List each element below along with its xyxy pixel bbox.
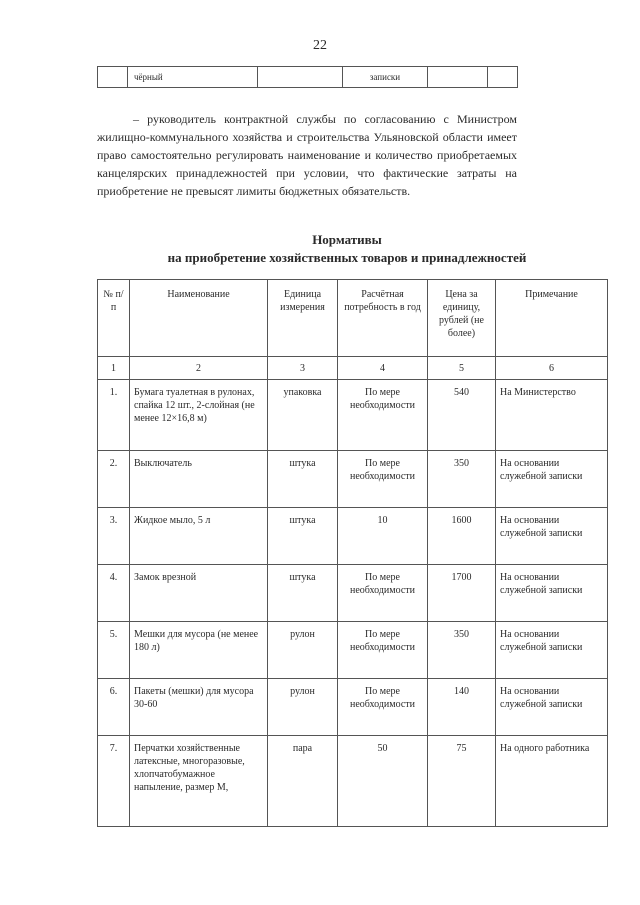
section-heading bbox=[97, 231, 597, 267]
table-row bbox=[98, 679, 608, 736]
item-unit: пара bbox=[268, 736, 338, 827]
column-number: 2 bbox=[130, 357, 268, 380]
table-row bbox=[98, 736, 608, 827]
item-name: Перчатки хозяйственные латексные, многоразовые, хлопчатобумажное напыление, размер М, bbox=[130, 736, 268, 827]
item-note: На основании служебной записки bbox=[496, 451, 608, 508]
header-unit: Единица измерения bbox=[268, 280, 338, 357]
table-cell bbox=[258, 67, 343, 88]
table-header-row bbox=[98, 280, 608, 357]
item-note: На основании служебной записки bbox=[496, 508, 608, 565]
table-row bbox=[98, 380, 608, 451]
page-number: 22 bbox=[313, 38, 327, 53]
row-number: 1. bbox=[98, 380, 130, 451]
row-number: 6. bbox=[98, 679, 130, 736]
item-unit: рулон bbox=[268, 622, 338, 679]
table-row bbox=[98, 451, 608, 508]
item-note: На одного работника bbox=[496, 736, 608, 827]
item-name: Мешки для мусора (не менее 180 л) bbox=[130, 622, 268, 679]
item-unit: штука bbox=[268, 508, 338, 565]
header-note: Примечание bbox=[496, 280, 608, 357]
item-name: Замок врезной bbox=[130, 565, 268, 622]
item-name: Выключатель bbox=[130, 451, 268, 508]
item-note: На основании служебной записки bbox=[496, 622, 608, 679]
item-price: 140 bbox=[428, 679, 496, 736]
table-cell bbox=[488, 67, 518, 88]
item-price: 540 bbox=[428, 380, 496, 451]
item-quantity: По мере необходимости bbox=[338, 451, 428, 508]
item-quantity: По мере необходимости bbox=[338, 380, 428, 451]
item-price: 350 bbox=[428, 622, 496, 679]
item-price: 75 bbox=[428, 736, 496, 827]
item-note: На основании служебной записки bbox=[496, 679, 608, 736]
table-cell bbox=[98, 67, 128, 88]
header-price: Цена за единицу, рублей (не более) bbox=[428, 280, 496, 357]
row-number: 5. bbox=[98, 622, 130, 679]
item-name: Жидкое мыло, 5 л bbox=[130, 508, 268, 565]
column-number: 1 bbox=[98, 357, 130, 380]
column-number-row bbox=[98, 357, 608, 380]
table-row bbox=[98, 565, 608, 622]
continued-table-fragment bbox=[97, 66, 518, 88]
item-quantity: По мере необходимости bbox=[338, 679, 428, 736]
header-name: Наименование bbox=[130, 280, 268, 357]
row-number: 7. bbox=[98, 736, 130, 827]
row-number: 2. bbox=[98, 451, 130, 508]
item-quantity: 10 bbox=[338, 508, 428, 565]
item-quantity: По мере необходимости bbox=[338, 565, 428, 622]
item-unit: упаковка bbox=[268, 380, 338, 451]
table-row bbox=[98, 67, 518, 88]
item-quantity: 50 bbox=[338, 736, 428, 827]
item-price: 1700 bbox=[428, 565, 496, 622]
item-price: 1600 bbox=[428, 508, 496, 565]
item-note: На основании служебной записки bbox=[496, 565, 608, 622]
row-number: 3. bbox=[98, 508, 130, 565]
header-quantity: Расчётная потребность в год bbox=[338, 280, 428, 357]
column-number: 4 bbox=[338, 357, 428, 380]
heading-subtitle: на приобретение хозяйственных товаров и принадлежностей bbox=[167, 250, 527, 265]
column-number: 6 bbox=[496, 357, 608, 380]
table-row bbox=[98, 508, 608, 565]
norms-table bbox=[97, 279, 608, 827]
row-number: 4. bbox=[98, 565, 130, 622]
table-cell bbox=[428, 67, 488, 88]
item-name: Пакеты (мешки) для мусора 30-60 bbox=[130, 679, 268, 736]
item-note: На Министерство bbox=[496, 380, 608, 451]
header-number: № п/п bbox=[98, 280, 130, 357]
item-name: Бумага туалетная в рулонах, спайка 12 шт., 2-слойная (не менее 12×16,8 м) bbox=[130, 380, 268, 451]
heading-title: Нормативы bbox=[312, 232, 382, 247]
item-unit: штука bbox=[268, 565, 338, 622]
item-quantity: По мере необходимости bbox=[338, 622, 428, 679]
column-number: 5 bbox=[428, 357, 496, 380]
table-cell: записки bbox=[343, 67, 428, 88]
item-unit: штука bbox=[268, 451, 338, 508]
table-row bbox=[98, 622, 608, 679]
item-unit: рулон bbox=[268, 679, 338, 736]
item-price: 350 bbox=[428, 451, 496, 508]
body-paragraph: – руководитель контрактной службы по согласованию с Министром жилищно-коммунального хозяйства и строительства Ульяновской области имеет право самостоятельно регулировать наименование и количество приобретаемых канцелярских принадлежностей при условии, что фактические затраты на приобретение не превысят лимиты бюджетных обязательств. bbox=[97, 112, 517, 198]
table-cell: чёрный bbox=[128, 67, 258, 88]
column-number: 3 bbox=[268, 357, 338, 380]
